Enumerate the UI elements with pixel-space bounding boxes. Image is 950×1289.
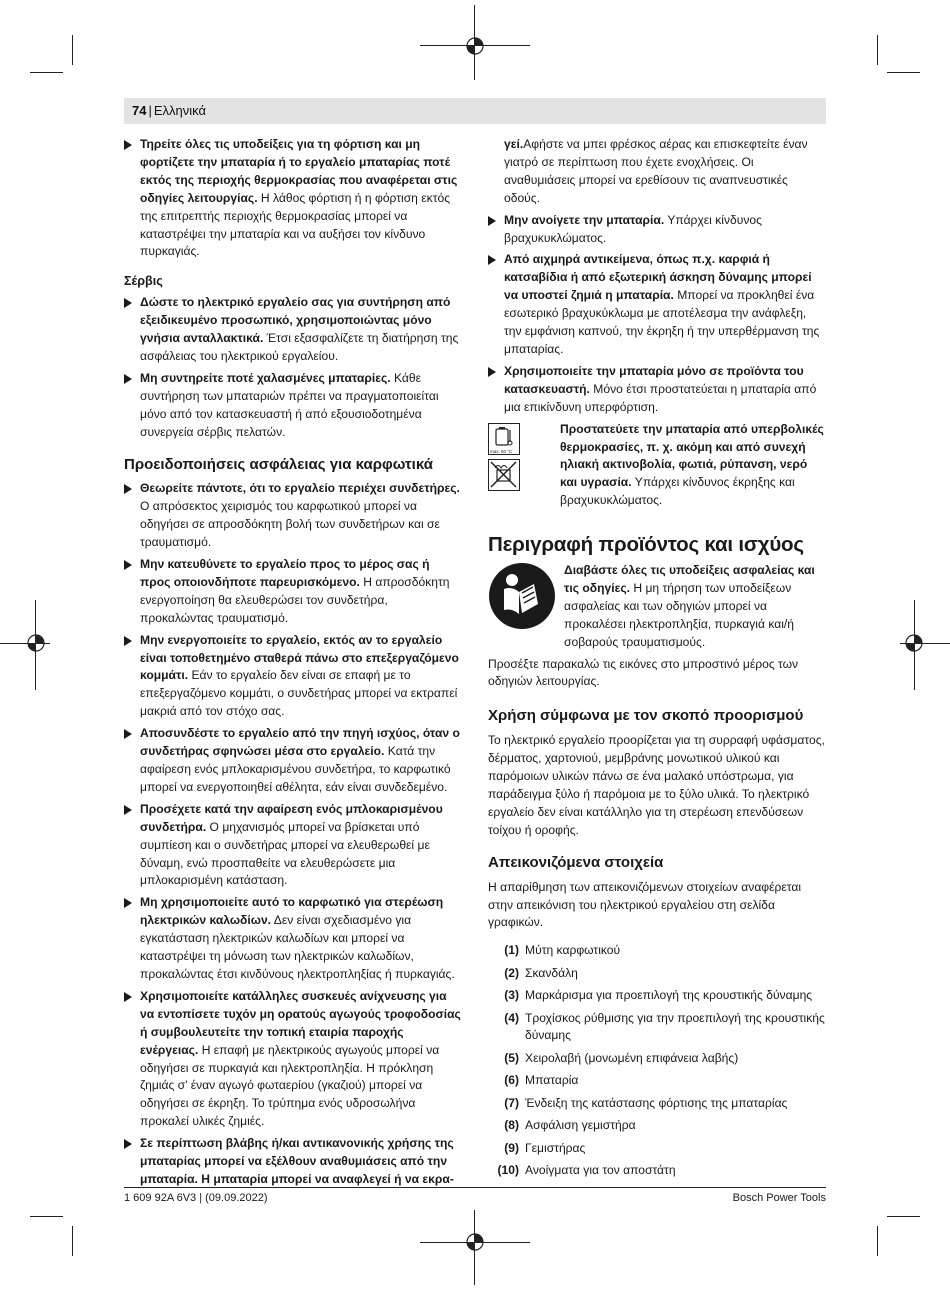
bullet-triangle-icon <box>124 140 132 150</box>
page-number: 74 <box>132 103 147 118</box>
crop-mark <box>877 1226 878 1256</box>
safety-bullet: Προσέχετε κατά την αφαίρεση ενός μπλοκαρισμένου συνδετήρα. Ο μηχανισμός μπορεί να βρίσκεται υπό συμπίεση και ο συνδετήρας μπορεί να ελευθερωθεί με δύναμη, ενώ προσπαθείτε να ελευθερώσετε μια μπλοκαρισμένη κατάσταση. <box>124 801 462 891</box>
temperature-limit-label: max. 50 °C <box>490 448 513 454</box>
safety-bullet: Σε περίπτωση βλάβης ή/και αντικανονικής χρήσης της μπαταρίας μπορεί να εξέλθουν αναθυμιάσεις από την μπαταρία. Η μπαταρία μπορεί να αναφλεγεί ή να εκρα- <box>124 1135 462 1189</box>
continued-paragraph: γεί.Αφήστε να μπει φρέσκος αέρας και επισκεφτείτε έναν γιατρό σε περίπτωση που έχετε ενοχλήσεις. Οι αναθυμιάσεις μπορεί να ερεθίσουν τις αναπνευστικές οδούς. <box>504 137 808 205</box>
registration-mark-icon <box>903 632 925 654</box>
bullet-triangle-icon <box>124 898 132 908</box>
list-item: (10) Ανοίγματα για τον αποστάτη <box>497 1162 676 1177</box>
bullet-triangle-icon <box>124 560 132 570</box>
components-list <box>488 942 826 1179</box>
battery-temperature-warning: max. 50 °C Προστατεύετε την μπαταρία από υπερβολικές θερμοκρασίες, π. χ. ακόμη και από συνεχή ηλιακή ακτινοβολία, φωτιά, ρύπανση, νερό και υγρασία. Υπάρχει κίνδυνος έκρηξης και βραχυκυκλώματος. <box>490 421 824 508</box>
list-item: (5) Χειρολαβή (μονωμένη επιφάνεια λαβής) <box>504 1050 739 1065</box>
crop-mark <box>30 1216 63 1217</box>
list-item: (1) Μύτη καρφωτικού <box>504 943 621 958</box>
safety-bullet: Μη χρησιμοποιείτε αυτό το καρφωτικό για στερέωση ηλεκτρικών καλωδίων. Δεν είναι σχεδιασμένο για εγκατάσταση ηλεκτρικών καλωδίων και μπορεί να καταστρέψει τη μόνωση των ηλεκτρικών καλωδίων, προκαλώντας έτσι κινδύνους ηλεκτροπληξίας ή πυρκαγιάς. <box>124 894 462 984</box>
components-intro: Η απαρίθμηση των απεικονιζόμενων στοιχείων αναφέρεται στην απεικόνιση του ηλεκτρικού εργαλείου στη σελίδα γραφικών. <box>488 879 802 930</box>
bullet-triangle-icon <box>124 1139 132 1149</box>
intended-use-text: Το ηλεκτρικό εργαλείο προορίζεται για τη συρραφή υφάσματος, δέρματος, χαρτονιού, μεμβράνης μονωτικού υλικού και παρόμοιων υλικών πάνω σε ένα μαλακό υπόστρωμα, για παράδειγμα ξύλο ή παρόμοια με το ξύλο υλικά. Το ηλεκτρικό εργαλείο δεν είναι κατάλληλο για τη στερέωση επενδύσεων τοίχου ή οροφής. <box>488 733 825 837</box>
temperature-limit-icon <box>488 423 520 455</box>
header-language: Ελληνικά <box>153 103 207 118</box>
safety-bullet: Μην κατευθύνετε το εργαλείο προς το μέρος σας ή προς οποιονδήποτε παρευρισκόμενο. Η απροσδόκητη ενεργοποίηση θα ελευθερώσει τον συνδετήρα, προκαλώντας τραυματισμό. <box>124 556 462 628</box>
crop-mark <box>72 1226 73 1256</box>
fold-out-notice: Προσέξτε παρακαλώ τις εικόνες στο μπροστινό μέρος των οδηγιών λειτουργίας. <box>488 656 799 689</box>
safety-bullet: Αποσυνδέστε το εργαλείο από την πηγή ισχύος, όταν ο συνδετήρας σφηνώσει μέσα στο εργαλείο. Κατά την αφαίρεση ενός μπλοκαρισμένου συνδετήρα, το καρφωτικό μπορεί να ενεργοποιηθεί αθέλητα, εάν είναι συνδεδεμένο. <box>124 725 462 797</box>
footer-doc-ref: 1 609 92A 6V3 | (09.09.2022) <box>124 1192 268 1204</box>
safety-bullet: Μην ενεργοποιείτε το εργαλείο, εκτός αν το εργαλείο είναι τοποθετημένο σταθερά πάνω στο επεξεργαζόμενο κομμάτι. Εάν το εργαλείο δεν είναι σε επαφή με το επεξεργαζόμενο κομμάτι, ο συνδετήρας μπορεί να εκτραπεί μακριά από τον στόχο σας. <box>124 632 462 722</box>
product-description-heading: Περιγραφή προϊόντος και ισχύος <box>488 533 804 557</box>
bullet-triangle-icon <box>488 255 496 265</box>
service-heading: Σέρβις <box>124 274 163 289</box>
safety-bullet: Χρησιμοποιείτε κατάλληλες συσκευές ανίχνευσης για να εντοπίσετε τυχόν μη ορατούς αγωγούς τροφοδοσίας ή συμβουλευτείτε την τοπική εταιρία παροχής ενέργειας. Η επαφή με ηλεκτρικούς αγωγούς μπορεί να οδηγήσει σε πυρκαγιά και ηλεκτροπληξία. Η πρόκληση ζημιάς σ’ έναν αγωγό φωταερίου (γκαζιού) μπορεί να οδηγήσει σε έκρηξη. Το τρύπημα ενός υδροσωλήνα προκαλεί υλικές ζημιές. <box>124 988 462 1131</box>
bullet-triangle-icon <box>124 805 132 815</box>
warning-icons <box>488 423 524 495</box>
list-item: (6) Μπαταρία <box>504 1073 579 1088</box>
page-header <box>124 98 826 124</box>
crop-mark <box>72 35 73 65</box>
list-item: (4) Τροχίσκος ρύθμισης για την προεπιλογή της κρουστικής δύναμης <box>504 1010 825 1043</box>
crop-mark <box>30 72 63 73</box>
registration-mark-icon <box>464 1231 486 1253</box>
crop-mark <box>887 1216 920 1217</box>
header-text <box>132 103 206 118</box>
no-water-fire-icon <box>488 459 520 491</box>
list-item: (9) Γεμιστήρας <box>504 1140 586 1155</box>
registration-mark-icon <box>464 35 486 57</box>
bullet-triangle-icon <box>488 367 496 377</box>
intended-use-heading: Χρήση σύμφωνα με τον σκοπό προορισμού <box>488 707 804 725</box>
safety-bullet: Τηρείτε όλες τις υποδείξεις για τη φόρτιση και μη φορτίζετε την μπαταρία ή το εργαλείο μπαταρίας ποτέ εκτός της περιοχής θερμοκρασίας που αναφέρεται στις οδηγίες λειτουργίας. Η λάθος φόρτιση ή η φόρτιση εκτός της επιτρεπτής περιοχής θερμοκρασίας μπορεί να καταστρέψει την μπαταρία και να αυξήσει τον κίνδυνο πυρκαγιάς. <box>124 136 462 261</box>
bullet-triangle-icon <box>124 729 132 739</box>
bullet-triangle-icon <box>124 298 132 308</box>
safety-bullet: Μη συντηρείτε ποτέ χαλασμένες μπαταρίες. Κάθε συντήρηση των μπαταριών πρέπει να πραγματοποιείται μόνο από τον κατασκευαστή ή από εξουσιοδοτημένα συνεργεία σέρβις πελατών. <box>124 370 462 442</box>
stapler-safety-heading: Προειδοποιήσεις ασφάλειας για καρφωτικά <box>124 455 433 473</box>
bullet-triangle-icon <box>124 484 132 494</box>
list-item: (2) Σκανδάλη <box>504 965 578 980</box>
safety-bullet: Από αιχμηρά αντικείμενα, όπως π.χ. καρφιά ή κατσαβίδια ή από εξωτερική άσκηση δύναμης μπορεί να υποστεί ζημιά η μπαταρία. Μπορεί να προκληθεί ένα εσωτερικό βραχυκύκλωμα με αποτέλεσμα την ανάφλεξη, την εμφάνιση καπνού, την έκρηξη ή την υπερθέρμανση της μπαταρίας. <box>488 251 826 358</box>
crop-mark <box>877 35 878 65</box>
registration-mark-icon <box>25 632 47 654</box>
bullet-triangle-icon <box>124 374 132 384</box>
left-column <box>124 136 462 1193</box>
bullet-triangle-icon <box>488 216 496 226</box>
list-item: (3) Μαρκάρισμα για προεπιλογή της κρουστικής δύναμης <box>504 988 813 1003</box>
safety-bullet: Θεωρείτε πάντοτε, ότι το εργαλείο περιέχει συνδετήρες. Ο απρόσεκτος χειρισμός του καρφωτικού μπορεί να οδηγήσει σε απροσδόκητη βολή των συνδετήρων και σε τραυματισμό. <box>124 480 462 552</box>
read-manual-icon <box>488 562 556 630</box>
header-separator: | <box>148 103 152 118</box>
right-column <box>488 136 826 1184</box>
bullet-triangle-icon <box>124 992 132 1002</box>
crop-mark <box>887 72 920 73</box>
safety-bullet: Δώστε το ηλεκτρικό εργαλείο σας για συντήρηση από εξειδικευμένο προσωπικό, χρησιμοποιώντας μόνο γνήσια ανταλλακτικά. Έτσι εξασφαλίζετε τη διατήρηση της ασφάλειας του ηλεκτρικού εργαλείου. <box>124 294 462 366</box>
safety-bullet: Χρησιμοποιείτε την μπαταρία μόνο σε προϊόντα του κατασκευαστή. Μόνο έτσι προστατεύεται η μπαταρία από μια επικίνδυνη υπερφόρτιση. <box>488 363 826 417</box>
components-heading: Απεικονιζόμενα στοιχεία <box>488 853 664 871</box>
bullet-triangle-icon <box>124 636 132 646</box>
safety-bullet: Μην ανοίγετε την μπαταρία. Υπάρχει κίνδυνος βραχυκυκλώματος. <box>488 212 826 248</box>
list-item: (7) Ένδειξη της κατάστασης φόρτισης της μπαταρίας <box>504 1095 788 1110</box>
read-instructions-notice: Διαβάστε όλες τις υποδείξεις ασφαλείας και τις οδηγίες. Η μη τήρηση των υποδείξεων ασφαλείας και των οδηγιών μπορεί να προκαλέσει ηλεκτροπληξία, πυρκαγιά και/ή σοβαρούς τραυματισμούς. <box>488 562 826 652</box>
footer-divider <box>124 1187 826 1188</box>
list-item: (8) Ασφάλιση γεμιστήρα <box>504 1118 636 1133</box>
footer-brand: Bosch Power Tools <box>732 1192 826 1204</box>
